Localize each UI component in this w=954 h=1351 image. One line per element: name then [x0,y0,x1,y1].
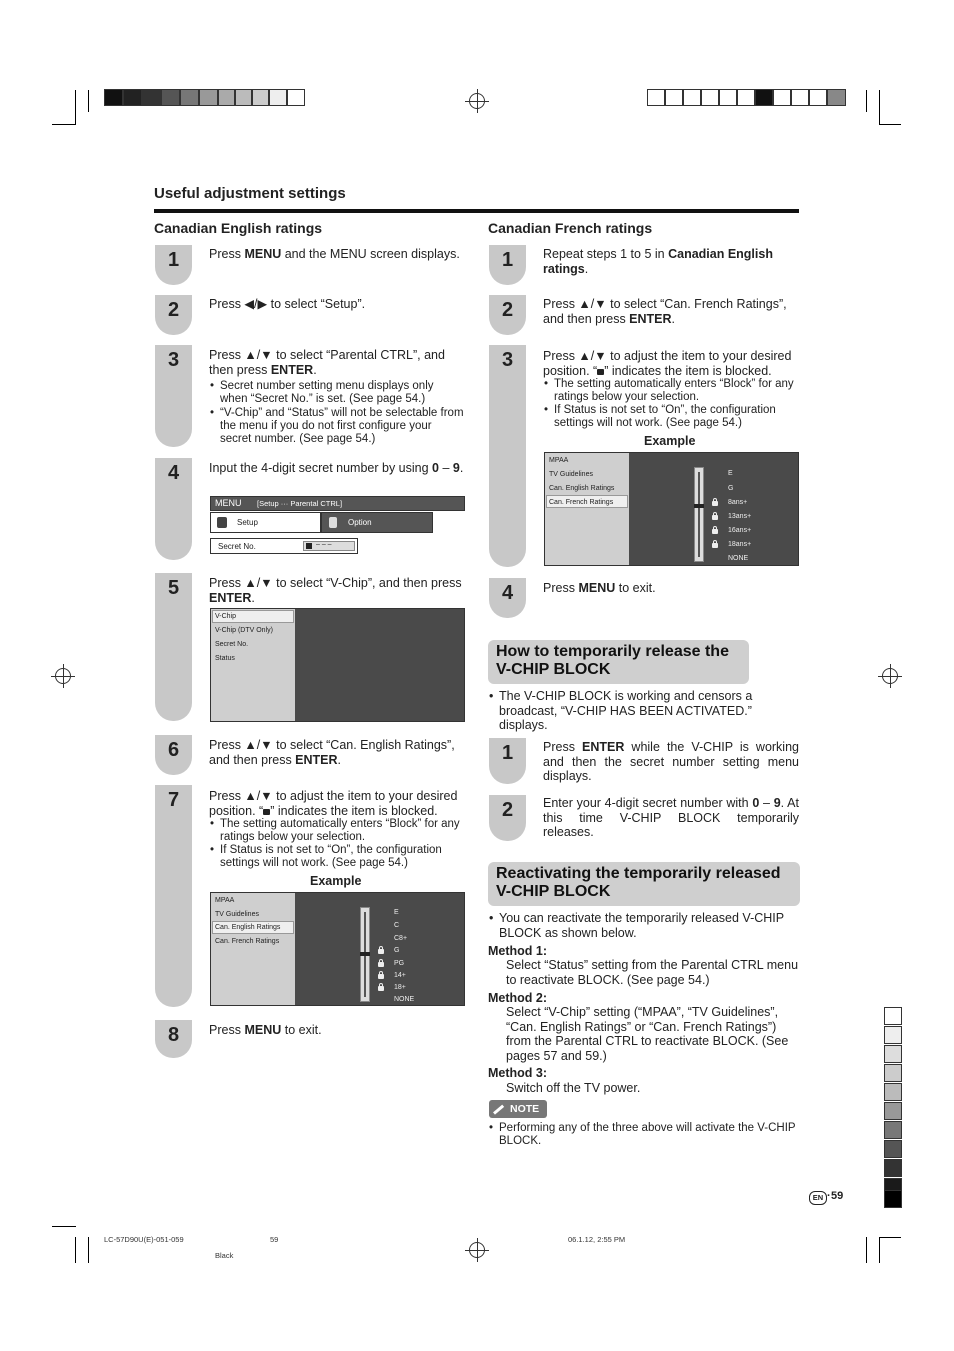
lock-icon [378,962,384,967]
step-number-2: 2 [155,295,192,335]
lock-icon [263,809,270,815]
lock-icon [597,369,604,375]
rating-level: G [728,485,734,492]
ratings-menu-item[interactable]: MPAA [549,457,569,464]
english-step-1-text: Press MENU and the MENU screen displays. [209,247,460,261]
page-number-prefix: · [827,1190,831,1202]
rating-level: C [394,922,400,929]
ratings-menu-item[interactable]: Can. French Ratings [215,938,280,945]
french-step-2-text: Press ▲/▼ to select “Can. French Ratings”, and then press ENTER. [543,297,787,326]
english-step-8-text: Press MENU to exit. [209,1023,322,1037]
menu-label: MENU [215,498,242,508]
secret-number-field[interactable] [303,541,355,551]
rating-level: 18+ [394,984,406,991]
release-heading-box [488,640,749,684]
step-number-3: 3 [489,345,526,567]
note-text: • Performing any of the three above will activate the V-CHIP BLOCK. [499,1122,799,1148]
english-step-3-text: Press ▲/▼ to select “Parental CTRL”, and then press ENTER. [209,348,445,377]
vchip-menu-item[interactable]: Secret No. [215,641,249,648]
rating-level: E [728,470,733,477]
registration-target-icon [469,93,485,109]
rating-level: 14+ [394,972,406,979]
en-badge: EN [809,1191,827,1205]
menu-path: [Setup ··· Parental CTRL] [257,499,343,508]
tab-setup-label: Setup [237,518,258,527]
pencil-icon [493,1105,504,1115]
rating-level: PG [394,960,405,967]
registration-target-icon [469,1242,485,1258]
english-step-4-text: Input the 4-digit secret number by using 0 – 9. [209,461,464,475]
english-step-3-bullet: • Secret number setting menu displays only when “Secret No.” is set. (See page 54.) [220,380,464,406]
header-rule [154,209,799,213]
step-number-5: 5 [155,573,192,721]
secret-number-value: – – – [316,541,332,548]
english-ratings-screen [210,892,465,1006]
rating-level: 13ans+ [728,513,752,520]
method-3-text: Switch off the TV power. [506,1081,641,1095]
reactivate-intro: • You can reactivate the temporarily released V-CHIP BLOCK as shown below. [499,911,799,940]
method-2-text: Select “V-Chip” setting (“MPAA”, “TV Guidelines”, “Can. English Ratings” or “Can. French Ratings”) from the Parental CTRL to reactivate BLOCK. (See pages 57 and 59.) [506,1005,789,1063]
vchip-menu-screen [210,608,465,722]
english-step-7-bullet: • The setting automatically enters “Block” for any ratings below your selection. [220,818,464,844]
step-number-7: 7 [155,785,192,1007]
release-step-1-text: Press ENTER while the V-CHIP is working and then the secret number setting menu displays. [543,740,799,783]
footer-timestamp: 06.1.12, 2:55 PM [568,1235,626,1244]
step-number-4: 4 [155,458,192,560]
lock-icon [712,515,718,520]
rating-level: 8ans+ [728,499,748,506]
menu-screen [210,496,465,556]
example-label: Example [644,434,696,448]
step-number-4: 4 [489,578,526,618]
cursor-block [306,543,312,549]
footer-page: 59 [270,1235,279,1244]
vchip-menu-item[interactable]: V-Chip (DTV Only) [215,627,273,634]
vchip-menu-item[interactable]: Status [215,655,235,662]
english-step-2-text: Press ◀/▶ to select “Setup”. [209,297,366,311]
rating-level: NONE [728,555,749,562]
method-1-label: Method 1: [488,944,548,958]
french-step-3-bullet: • The setting automatically enters “Block” for any ratings below your selection. [554,378,798,404]
rating-level: G [394,947,400,954]
step-number-1: 1 [489,738,526,784]
method-2-label: Method 2: [488,991,548,1005]
rating-level: 18ans+ [728,541,752,548]
ratings-menu-item[interactable]: Can. French Ratings [549,499,614,506]
rating-level: 16ans+ [728,527,752,534]
tab-setup[interactable] [210,512,321,533]
english-heading: Canadian English ratings [154,220,323,236]
release-step-2-text: Enter your 4-digit secret number with 0 – 9. At this time V-CHIP BLOCK temporarily releases. [543,796,799,839]
registration-target-icon [55,668,71,684]
section-title: Useful adjustment settings [154,185,346,202]
method-3-label: Method 3: [488,1066,548,1080]
english-step-7-text: Press ▲/▼ to adjust the item to your desired position. “ ” indicates the item is blocked. [209,789,458,818]
menu-title-bar [210,496,465,511]
french-step-3-text: Press ▲/▼ to adjust the item to your desired position. “ ” indicates the item is blocked. [543,349,792,378]
example-label: Example [310,874,362,888]
lock-icon [378,949,384,954]
french-ratings-screen [544,452,799,566]
slider-handle[interactable] [360,952,370,956]
step-number-2: 2 [489,795,526,841]
french-step-4-text: Press MENU to exit. [543,581,656,595]
rating-slider[interactable] [694,467,704,562]
english-step-6-text: Press ▲/▼ to select “Can. English Ratings”, and then press ENTER. [209,738,455,767]
lock-icon [712,501,718,506]
note-badge [489,1100,547,1118]
rating-level: C8+ [394,935,408,942]
slider-handle[interactable] [694,504,704,508]
release-heading: How to temporarily release the V-CHIP BLOCK [496,643,729,678]
setup-icon [217,517,227,528]
reactivate-heading-box [488,862,800,906]
rating-slider[interactable] [360,907,370,1002]
lock-icon [712,543,718,548]
ratings-menu-item[interactable]: TV Guidelines [215,911,259,918]
french-heading: Canadian French ratings [488,220,653,236]
method-1-text: Select “Status” setting from the Parental CTRL menu to reactivate BLOCK. (See page 54.) [506,958,799,987]
step-number-3: 3 [155,345,192,447]
page-number: 59 [831,1190,844,1202]
english-step-7-bullet: • If Status is not set to “On”, the configuration settings will not work. (See page 54.) [220,844,464,870]
lock-icon [378,986,384,991]
footer-color: Black [215,1251,234,1260]
rating-level: NONE [394,996,415,1003]
rating-level: E [394,909,399,916]
step-number-8: 8 [155,1020,192,1058]
ratings-menu-item[interactable]: Can. English Ratings [549,485,615,492]
reactivate-heading: Reactivating the temporarily released V-CHIP BLOCK [496,865,781,900]
tab-option[interactable] [321,512,433,533]
ratings-menu-item[interactable]: MPAA [215,897,235,904]
step-number-1: 1 [155,245,192,285]
step-number-6: 6 [155,735,192,775]
french-step-3-bullet: • If Status is not set to “On”, the configuration settings will not work. (See page 54.) [554,404,798,430]
note-label: NOTE [510,1103,540,1115]
english-step-5-text: Press ▲/▼ to select “V-Chip”, and then press ENTER. [209,576,462,605]
ratings-menu-item[interactable]: Can. English Ratings [215,924,281,931]
option-icon [329,517,337,528]
footer-model: LC-57D90U(E)-051-059 [104,1235,184,1244]
lock-icon [712,529,718,534]
secret-number-label: Secret No. [218,542,256,551]
step-number-1: 1 [489,245,526,285]
step-number-2: 2 [489,295,526,335]
vchip-menu-item[interactable]: V-Chip [215,613,237,620]
release-intro: • The V-CHIP BLOCK is working and censors a broadcast, “V-CHIP HAS BEEN ACTIVATED.” displays. [499,689,789,733]
ratings-menu-item[interactable]: TV Guidelines [549,471,593,478]
registration-target-icon [882,668,898,684]
english-step-3-bullet: • “V-Chip” and “Status” will not be selectable from the menu if you do not first configure your secret number. (See page 54.) [220,407,464,446]
french-step-1-text: Repeat steps 1 to 5 in Canadian English ratings. [543,247,773,276]
lock-icon [378,974,384,979]
tab-option-label: Option [348,518,372,527]
secret-number-row [210,538,358,554]
